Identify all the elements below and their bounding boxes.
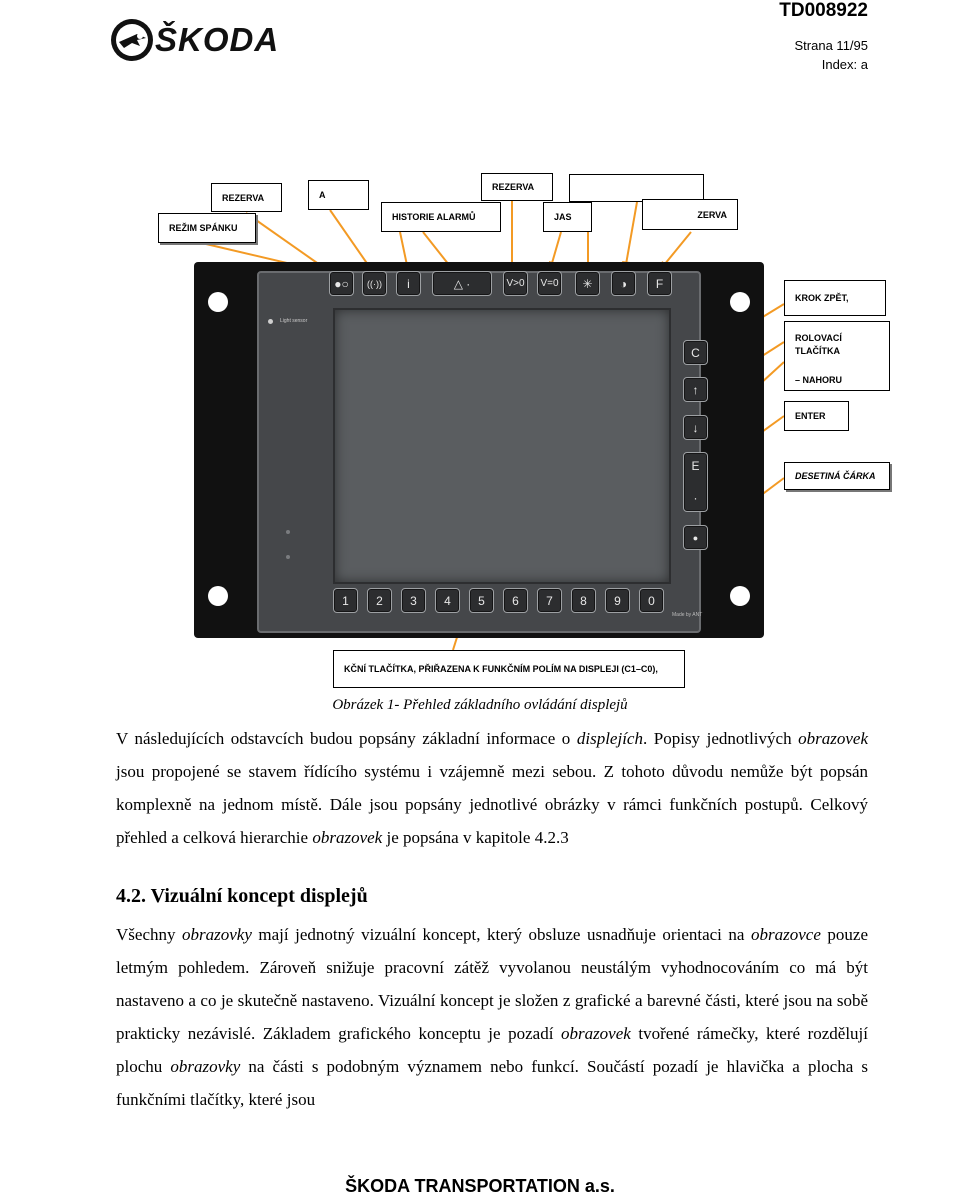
p2-s2: mají jednotný vizuální koncept, který obsluze usnadňuje orientaci na — [251, 925, 751, 944]
p2-s5: na části s podobným významem nebo funkcí. Součástí pozadí je hlavička a plocha s funkčními tlačítky, které jsou — [116, 1057, 868, 1109]
alarm-sound-key[interactable]: ((·)) — [362, 271, 387, 296]
back-c-key[interactable]: C — [683, 340, 708, 365]
status-led-2 — [286, 555, 290, 559]
function-key-2[interactable]: 2 — [367, 588, 392, 613]
p1-s4: je popsána v kapitole 4.2.3 — [382, 828, 569, 847]
p1-em3: obrazovek — [312, 828, 383, 847]
scroll-down-key[interactable]: ↓ — [683, 415, 708, 440]
callout-rolovaci-tlacitka — [784, 321, 890, 391]
contrast-key[interactable]: ◑ — [611, 271, 636, 296]
function-key-8[interactable]: 8 — [571, 588, 596, 613]
info-key[interactable]: i — [396, 271, 421, 296]
callout-krok-zpet: KROK ZPĚT, — [784, 280, 886, 316]
dot-key[interactable]: ● — [683, 525, 708, 550]
function-f-key[interactable]: F — [647, 271, 672, 296]
rolovaci-line-3: – NAHORU — [795, 375, 843, 385]
callout-blank-top — [569, 174, 704, 202]
alarm-history-key[interactable]: △ · — [432, 271, 492, 296]
p1-s2: . Popisy jednotlivých — [642, 729, 799, 748]
figure-caption: Obrázek 1- Přehled základního ovládání displejů — [332, 697, 628, 713]
enter-e-key[interactable] — [683, 452, 708, 512]
p2-s1: Všechny — [116, 925, 183, 944]
p2-em4: obrazovky — [170, 1057, 241, 1076]
enter-e-label: E — [691, 459, 700, 473]
function-key-4[interactable]: 4 — [435, 588, 460, 613]
speed-positive-key[interactable]: V>0 — [503, 271, 528, 296]
decimal-dot-label: · — [693, 491, 698, 505]
section-heading: 4.2. Vizuální koncept displejů — [116, 885, 368, 907]
speed-zero-key[interactable]: V=0 — [537, 271, 562, 296]
sleep-mode-key[interactable]: ●○ — [329, 271, 354, 296]
scroll-up-key[interactable]: ↑ — [683, 377, 708, 402]
page-number: Strana 11/95 — [794, 38, 868, 53]
function-key-0[interactable]: 0 — [639, 588, 664, 613]
p1-em2: obrazovek — [798, 729, 868, 748]
page-footer: ŠKODA TRANSPORTATION a.s. — [345, 1176, 615, 1196]
brightness-key[interactable]: ✳ — [575, 271, 600, 296]
status-led-1 — [286, 530, 290, 534]
callout-jas: JAS — [543, 202, 592, 232]
callout-enter: ENTER — [784, 401, 849, 431]
p2-em3: obrazovek — [560, 1024, 631, 1043]
callout-zerva-partial: ZERVA — [642, 199, 738, 230]
rolovaci-line-2: TLAČÍTKA — [795, 346, 840, 356]
document-index: Index: a — [821, 57, 868, 72]
function-key-9[interactable]: 9 — [605, 588, 630, 613]
function-key-6[interactable]: 6 — [503, 588, 528, 613]
p2-s4: tvořené rámečky, které rozdělují plochu — [116, 1024, 868, 1076]
callout-desetinna-carka: DESETINÁ ČÁRKA — [784, 462, 890, 490]
function-key-3[interactable]: 3 — [401, 588, 426, 613]
callout-funkcni-tlacitka: KČNÍ TLAČÍTKA, PŘIŘAZENA K FUNKČNÍM POLÍM NA DISPLEJI (C1–C0), — [333, 650, 685, 688]
p1-em1: displejích — [576, 729, 643, 748]
callout-rezerva-2: REZERVA — [481, 173, 553, 201]
light-sensor-icon — [268, 319, 273, 324]
p2-s3: pouze letmým pohledem. Zároveň snižuje pracovní zátěž vyvolanou neustálým vyhodnocováním co má být nastaveno a co je skutečně nastaveno. Vizuální koncept je složen z grafické a barevné části, které jsou na sobě prakticky nezávislé. Základem grafického konceptu je pozadí — [116, 925, 868, 1043]
logo-wordmark: ŠKODA — [155, 21, 280, 58]
p2-em2: obrazovce — [751, 925, 821, 944]
callout-rezerva-1: REZERVA — [211, 183, 282, 212]
callout-rezim-spanku: REŽIM SPÁNKU — [158, 213, 256, 243]
display-screen — [333, 308, 671, 584]
callout-a-partial: A — [308, 180, 369, 210]
rolovaci-line-1: ROLOVACÍ — [795, 333, 842, 343]
callout-historie-alarmu: HISTORIE ALARMŮ — [381, 202, 501, 232]
function-key-5[interactable]: 5 — [469, 588, 494, 613]
p2-em1: obrazovky — [182, 925, 252, 944]
manufacturer-label: Made by ANT — [672, 612, 703, 618]
light-sensor-label: Light sensor — [280, 318, 308, 324]
function-key-7[interactable]: 7 — [537, 588, 562, 613]
p1-s3: jsou propojené se stavem řídícího systému i vzájemně mezi sebou. Z tohoto důvodu nemůže být popsán komplexně na jednom místě. Dále jsou popsány jednotlivé obrázky v rámci funkčních postupů. Celkový přehled a celková hierarchie — [116, 762, 868, 847]
function-key-1[interactable]: 1 — [333, 588, 358, 613]
p1-s1: V následujících odstavcích budou popsány základní informace o — [116, 729, 577, 748]
paragraph-2 — [116, 918, 868, 1116]
document-id: TD008922 — [779, 0, 868, 21]
paragraph-1 — [116, 722, 868, 854]
